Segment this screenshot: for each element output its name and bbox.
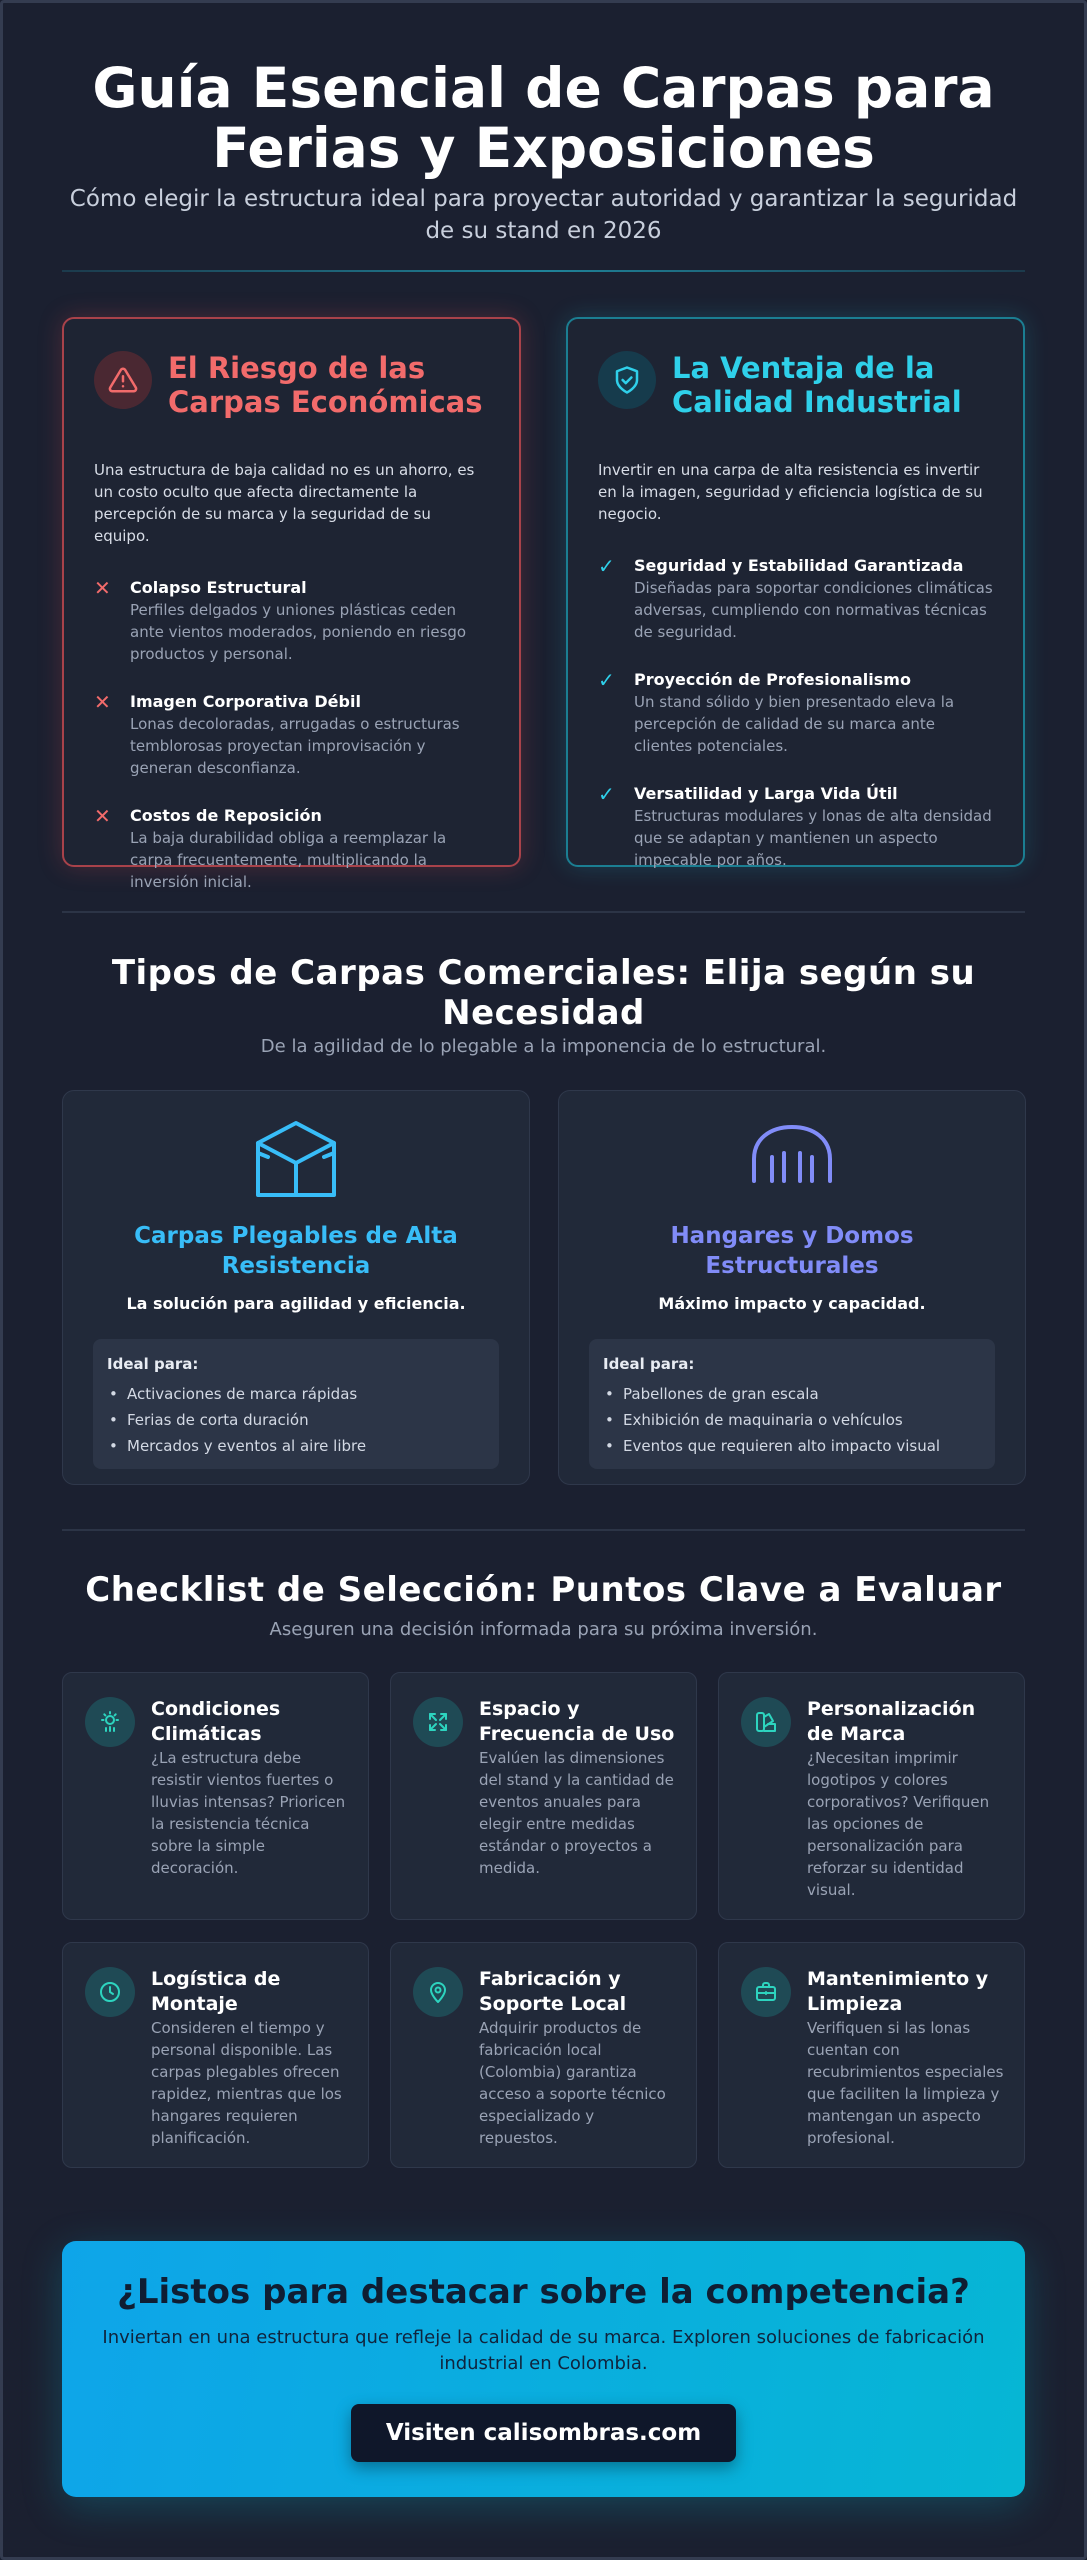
section-divider [62,911,1025,913]
advantage-item-desc: Estructuras modulares y lonas de alta densidad que se adaptan y mantienen un aspecto impecable por años. [634,807,992,869]
advantage-card [566,317,1025,867]
risk-card [62,317,521,891]
checklist-item-title: Condiciones Climáticas [151,1698,281,1745]
visit-website-button[interactable]: Visiten calisombras.com [351,2404,736,2462]
list-item [94,691,489,779]
ideal-for-label: Ideal para: [107,1355,199,1373]
x-mark-icon: ✕ [94,690,111,714]
shield-check-icon [598,351,656,409]
palette-icon [741,1697,791,1747]
x-mark-icon: ✕ [94,804,111,828]
x-mark-icon: ✕ [94,576,111,600]
clock-icon [85,1967,135,2017]
advantage-item-title: Versatilidad y Larga Vida Útil [634,784,898,803]
checklist-item-title: Personalización de Marca [807,1698,976,1745]
checklist-title: Checklist de Selección: Puntos Clave a Evaluar [85,1570,1002,1610]
ideal-for-box [589,1339,995,1469]
checklist-card [718,1942,1025,2168]
tent-type-name: Hangares y Domos Estructurales [670,1223,914,1279]
risk-item-desc: La baja durabilidad obliga a reemplazar la carpa frecuentemente, multiplicando la inversión inicial. [130,829,447,891]
list-item [94,805,489,893]
advantage-item-desc: Un stand sólido y bien presentado eleva la percepción de calidad de su marca ante clientes potenciales. [634,693,955,755]
checklist-item-title: Fabricación y Soporte Local [479,1968,627,2015]
checklist-item-title: Mantenimiento y Limpieza [807,1968,989,2015]
types-title: Tipos de Carpas Comerciales: Elija según su Necesidad [111,953,976,1033]
tent-type-tagline: Máximo impacto y capacidad. [658,1294,926,1313]
expand-icon [413,1697,463,1747]
tent-type-tagline: La solución para agilidad y eficiencia. [126,1294,466,1313]
cta-title: ¿Listos para destacar sobre la competencia? [117,2272,970,2312]
checklist-card [62,1942,369,2168]
types-subtitle: De la agilidad de lo plegable a la imponencia de lo estructural. [260,1036,827,1057]
tent-type-name: Carpas Plegables de Alta Resistencia [134,1223,458,1279]
page-subtitle: Cómo elegir la estructura ideal para proyectar autoridad y garantizar la seguridad de su stand en 2026 [69,186,1018,244]
hero-divider [62,270,1025,272]
section-divider [62,1529,1025,1531]
list-item [598,669,993,757]
list-item: • Activaciones de marca rápidas [107,1381,485,1407]
tent-type-card-hangar [558,1090,1026,1485]
list-item [598,783,993,871]
checklist-card [718,1672,1025,1920]
checklist-item-desc: Adquirir productos de fabricación local (Colombia) garantiza acceso a soporte técnico especializado y repuestos. [479,2019,666,2147]
checklist-card [62,1672,369,1920]
list-item: • Ferias de corta duración [107,1407,485,1433]
list-item: • Pabellones de gran escala [603,1381,981,1407]
advantage-item-title: Proyección de Profesionalismo [634,670,911,689]
weather-icon [85,1697,135,1747]
checklist-item-desc: Consideren el tiempo y personal disponible. Las carpas plegables ofrecen rapidez, mientras que los hangares requieren planificación. [151,2019,342,2147]
checklist-item-desc: ¿La estructura debe resistir vientos fuertes o lluvias intensas? Prioricen la resistencia técnica sobre la simple decoración. [151,1749,346,1877]
advantage-list [598,555,993,871]
risk-title: El Riesgo de las Carpas Económicas [168,351,483,419]
check-mark-icon: ✓ [598,554,615,578]
advantage-title: La Ventaja de la Calidad Industrial [672,351,962,419]
check-mark-icon: ✓ [598,782,615,806]
cta-subtitle: Inviertan en una estructura que refleje la calidad de su marca. Exploren soluciones de fabricación industrial en Colombia. [102,2327,985,2374]
list-item [94,577,489,665]
toolbox-icon [741,1967,791,2017]
folding-tent-icon [93,1119,499,1199]
cta-banner [62,2241,1025,2497]
check-mark-icon: ✓ [598,668,615,692]
warning-icon [94,351,152,409]
risk-intro: Una estructura de baja calidad no es un ahorro, es un costo oculto que afecta directamente la percepción de su marca y la seguridad de su equipo. [94,461,475,545]
risk-item-title: Colapso Estructural [130,578,307,597]
advantage-item-desc: Diseñadas para soportar condiciones climáticas adversas, cumpliendo con normativas técnicas de seguridad. [634,579,993,641]
list-item: • Exhibición de maquinaria o vehículos [603,1407,981,1433]
list-item: • Eventos que requieren alto impacto visual [603,1433,981,1459]
risk-item-desc: Lonas decoloradas, arrugadas o estructuras temblorosas proyectan improvisación y generan desconfianza. [130,715,460,777]
risk-item-title: Imagen Corporativa Débil [130,692,361,711]
checklist-card [390,1942,697,2168]
risk-list [94,577,489,893]
checklist-item-desc: Evalúen las dimensiones del stand y la cantidad de eventos anuales para elegir entre medidas estándar o proyectos a medida. [479,1749,674,1877]
checklist-subtitle: Aseguren una decisión informada para su próxima inversión. [269,1619,818,1640]
checklist-item-title: Logística de Montaje [151,1968,281,2015]
list-item: • Mercados y eventos al aire libre [107,1433,485,1459]
checklist-item-desc: Verifiquen si las lonas cuentan con recubrimientos especiales que faciliten la limpieza y mantengan un aspecto profesional. [807,2019,1004,2147]
ideal-for-box [93,1339,499,1469]
page-title: Guía Esencial de Carpas para Ferias y Exposiciones [92,56,995,180]
checklist-item-desc: ¿Necesitan imprimir logotipos y colores corporativos? Verifiquen las opciones de personalización para reforzar su identidad visual. [807,1749,990,1899]
risk-item-title: Costos de Reposición [130,806,322,825]
list-item [598,555,993,643]
risk-item-desc: Perfiles delgados y uniones plásticas ceden ante vientos moderados, poniendo en riesgo productos y personal. [130,601,467,663]
checklist-card [390,1672,697,1920]
checklist-item-title: Espacio y Frecuencia de Uso [479,1698,675,1745]
advantage-item-title: Seguridad y Estabilidad Garantizada [634,556,964,575]
ideal-for-label: Ideal para: [603,1355,695,1373]
hangar-icon [589,1119,995,1199]
location-icon [413,1967,463,2017]
tent-type-card-folding [62,1090,530,1485]
advantage-intro: Invertir en una carpa de alta resistencia es invertir en la imagen, seguridad y eficiencia logística de su negocio. [598,461,983,523]
